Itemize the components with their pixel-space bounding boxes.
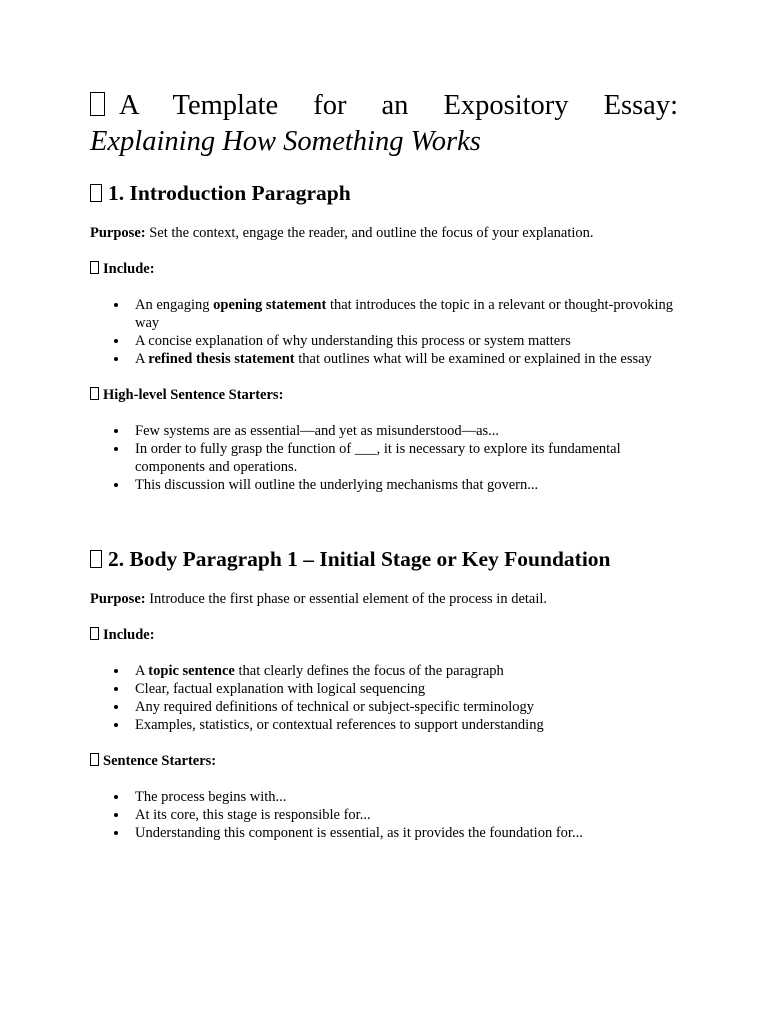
list-item: A concise explanation of why understanding this process or system matters: [135, 332, 678, 350]
document-page: [90, 88, 678, 842]
sentence-starters-heading: Sentence Starters:: [90, 752, 678, 770]
section-heading-introduction: 1. Introduction Paragraph: [90, 179, 678, 207]
purpose-paragraph: [90, 590, 678, 608]
list-item: Clear, factual explanation with logical sequencing: [135, 680, 678, 698]
purpose-text: Set the context, engage the reader, and outline the focus of your explanation.: [145, 225, 594, 241]
missing-glyph-icon: [90, 550, 102, 568]
missing-glyph-icon: [90, 184, 102, 202]
missing-glyph-icon: [90, 92, 105, 116]
include-list: [90, 662, 678, 734]
purpose-paragraph: [90, 224, 678, 242]
document-title-text: A Template for an Expository Essay:: [119, 90, 678, 121]
list-item: Examples, statistics, or contextual references to support understanding: [135, 716, 678, 734]
section-heading-body-paragraph-1: 2. Body Paragraph 1 – Initial Stage or Key Foundation: [90, 545, 678, 573]
list-item: The process begins with...: [135, 788, 678, 806]
purpose-text: Introduce the first phase or essential element of the process in detail.: [145, 591, 548, 607]
include-heading: Include:: [90, 260, 678, 278]
list-item: In order to fully grasp the function of ___, it is necessary to explore its fundamental components and operations.: [135, 440, 678, 476]
sentence-starters-list: [90, 788, 678, 842]
missing-glyph-icon: [90, 753, 99, 766]
purpose-label: Purpose:: [90, 591, 146, 607]
missing-glyph-icon: [90, 627, 99, 640]
missing-glyph-icon: [90, 261, 99, 274]
missing-glyph-icon: [90, 387, 99, 400]
document-title: [90, 88, 678, 124]
list-item: Understanding this component is essential, as it provides the foundation for...: [135, 824, 678, 842]
list-item: Few systems are as essential—and yet as misunderstood—as...: [135, 422, 678, 440]
sentence-starters-list: [90, 422, 678, 494]
list-item: Any required definitions of technical or subject-specific terminology: [135, 698, 678, 716]
list-item: A refined thesis statement that outlines what will be examined or explained in the essay: [135, 350, 678, 368]
document-subtitle: Explaining How Something Works: [90, 126, 481, 157]
list-item: This discussion will outline the underlying mechanisms that govern...: [135, 476, 678, 494]
sentence-starters-heading: High-level Sentence Starters:: [90, 386, 678, 404]
include-heading: Include:: [90, 626, 678, 644]
list-item: An engaging opening statement that introduces the topic in a relevant or thought-provoking way: [135, 296, 678, 332]
include-list: [90, 296, 678, 368]
list-item: A topic sentence that clearly defines the focus of the paragraph: [135, 662, 678, 680]
list-item: At its core, this stage is responsible for...: [135, 806, 678, 824]
purpose-label: Purpose:: [90, 225, 146, 241]
